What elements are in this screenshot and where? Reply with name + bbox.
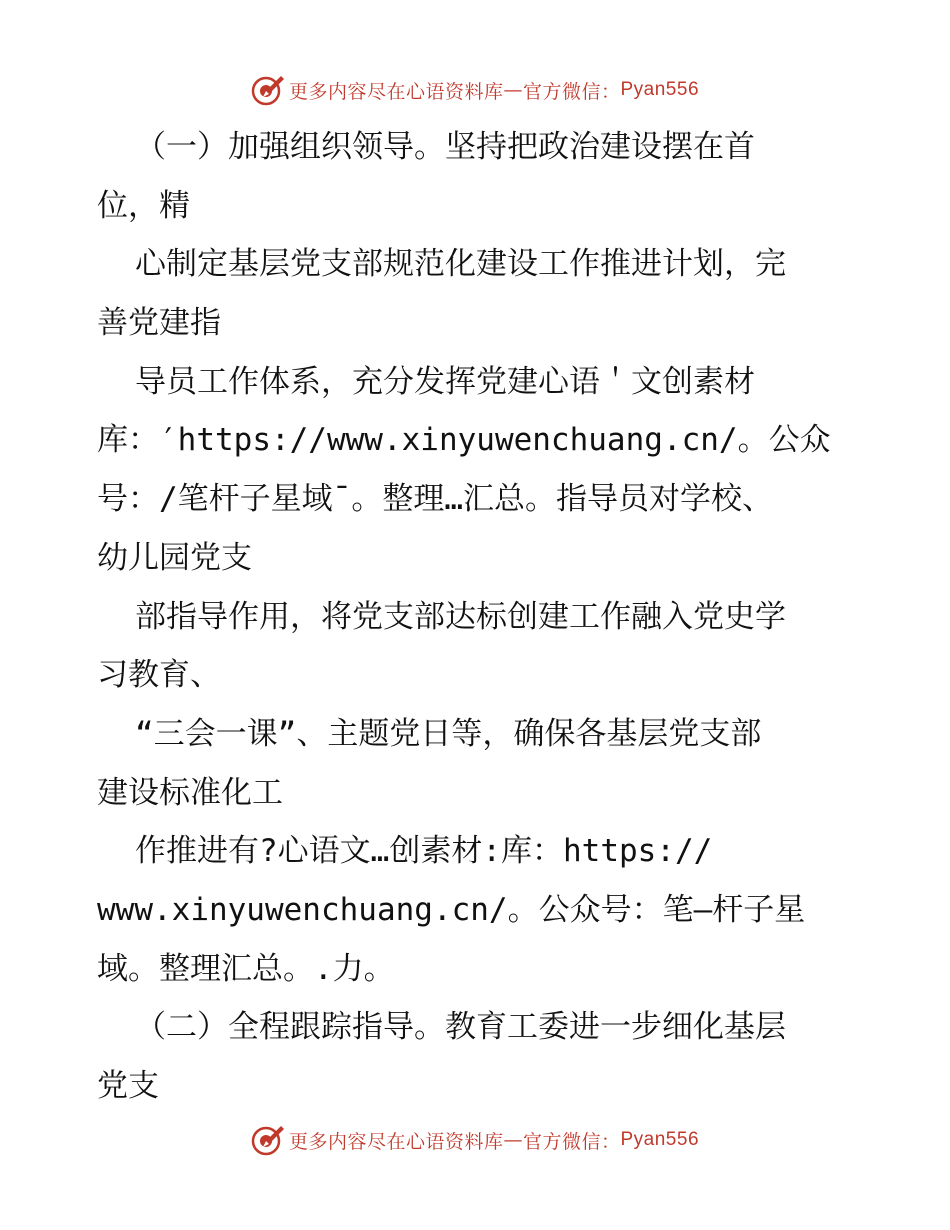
- text-line: 库：′https://www.xinyuwenchuang.cn/。公众: [97, 422, 831, 459]
- footer-dash: —: [503, 1129, 523, 1151]
- footer-site-text: 更多内容尽在心语资料库: [288, 1130, 504, 1153]
- text-line: （二）全程跟踪指导。教育工委进一步细化基层: [135, 1009, 786, 1046]
- text-line: www.xinyuwenchuang.cn/。公众号：笔—杆子星: [97, 891, 806, 928]
- pen-logo-icon: [251, 73, 285, 107]
- text-line: 导员工作体系，充分发挥党建心语＇文创素材: [135, 363, 755, 400]
- text-line: 心制定基层党支部规范化建设工作推进计划，完: [135, 246, 786, 283]
- header-wechat-id: Pyan556: [620, 79, 700, 100]
- text-line: 域。整理汇总。.力。: [97, 950, 395, 987]
- text-line: 幼儿园党支: [97, 539, 252, 576]
- text-line: （一）加强组织领导。坚持把政治建设摆在首: [135, 129, 755, 165]
- text-line: 习教育、: [97, 657, 221, 694]
- text-line: “三会一课”、主题党日等，确保各基层党支部: [135, 715, 762, 752]
- footer-official-label: 官方微信：: [522, 1130, 621, 1153]
- header-dash: —: [503, 79, 523, 101]
- header-site-text: 更多内容尽在心语资料库: [288, 80, 504, 103]
- text-line: 号：/笔杆子星域¯。整理…汇总。指导员对学校、: [97, 481, 773, 518]
- body-text: [97, 118, 867, 1116]
- header-watermark-banner: [0, 70, 950, 110]
- text-line: 建设标准化工: [97, 774, 283, 811]
- footer-watermark-banner: [0, 1120, 950, 1160]
- text-line: 善党建指: [97, 305, 221, 342]
- text-line: 位，精: [97, 187, 190, 224]
- text-line: 作推进有?心语文…创素材:库：https://: [135, 833, 713, 870]
- pen-logo-icon: [251, 1123, 285, 1157]
- footer-wechat-id: Pyan556: [620, 1129, 700, 1150]
- text-line: 党支: [97, 1068, 159, 1104]
- header-official-label: 官方微信：: [522, 80, 621, 103]
- text-line: 部指导作用，将党支部达标创建工作融入党史学: [135, 598, 786, 635]
